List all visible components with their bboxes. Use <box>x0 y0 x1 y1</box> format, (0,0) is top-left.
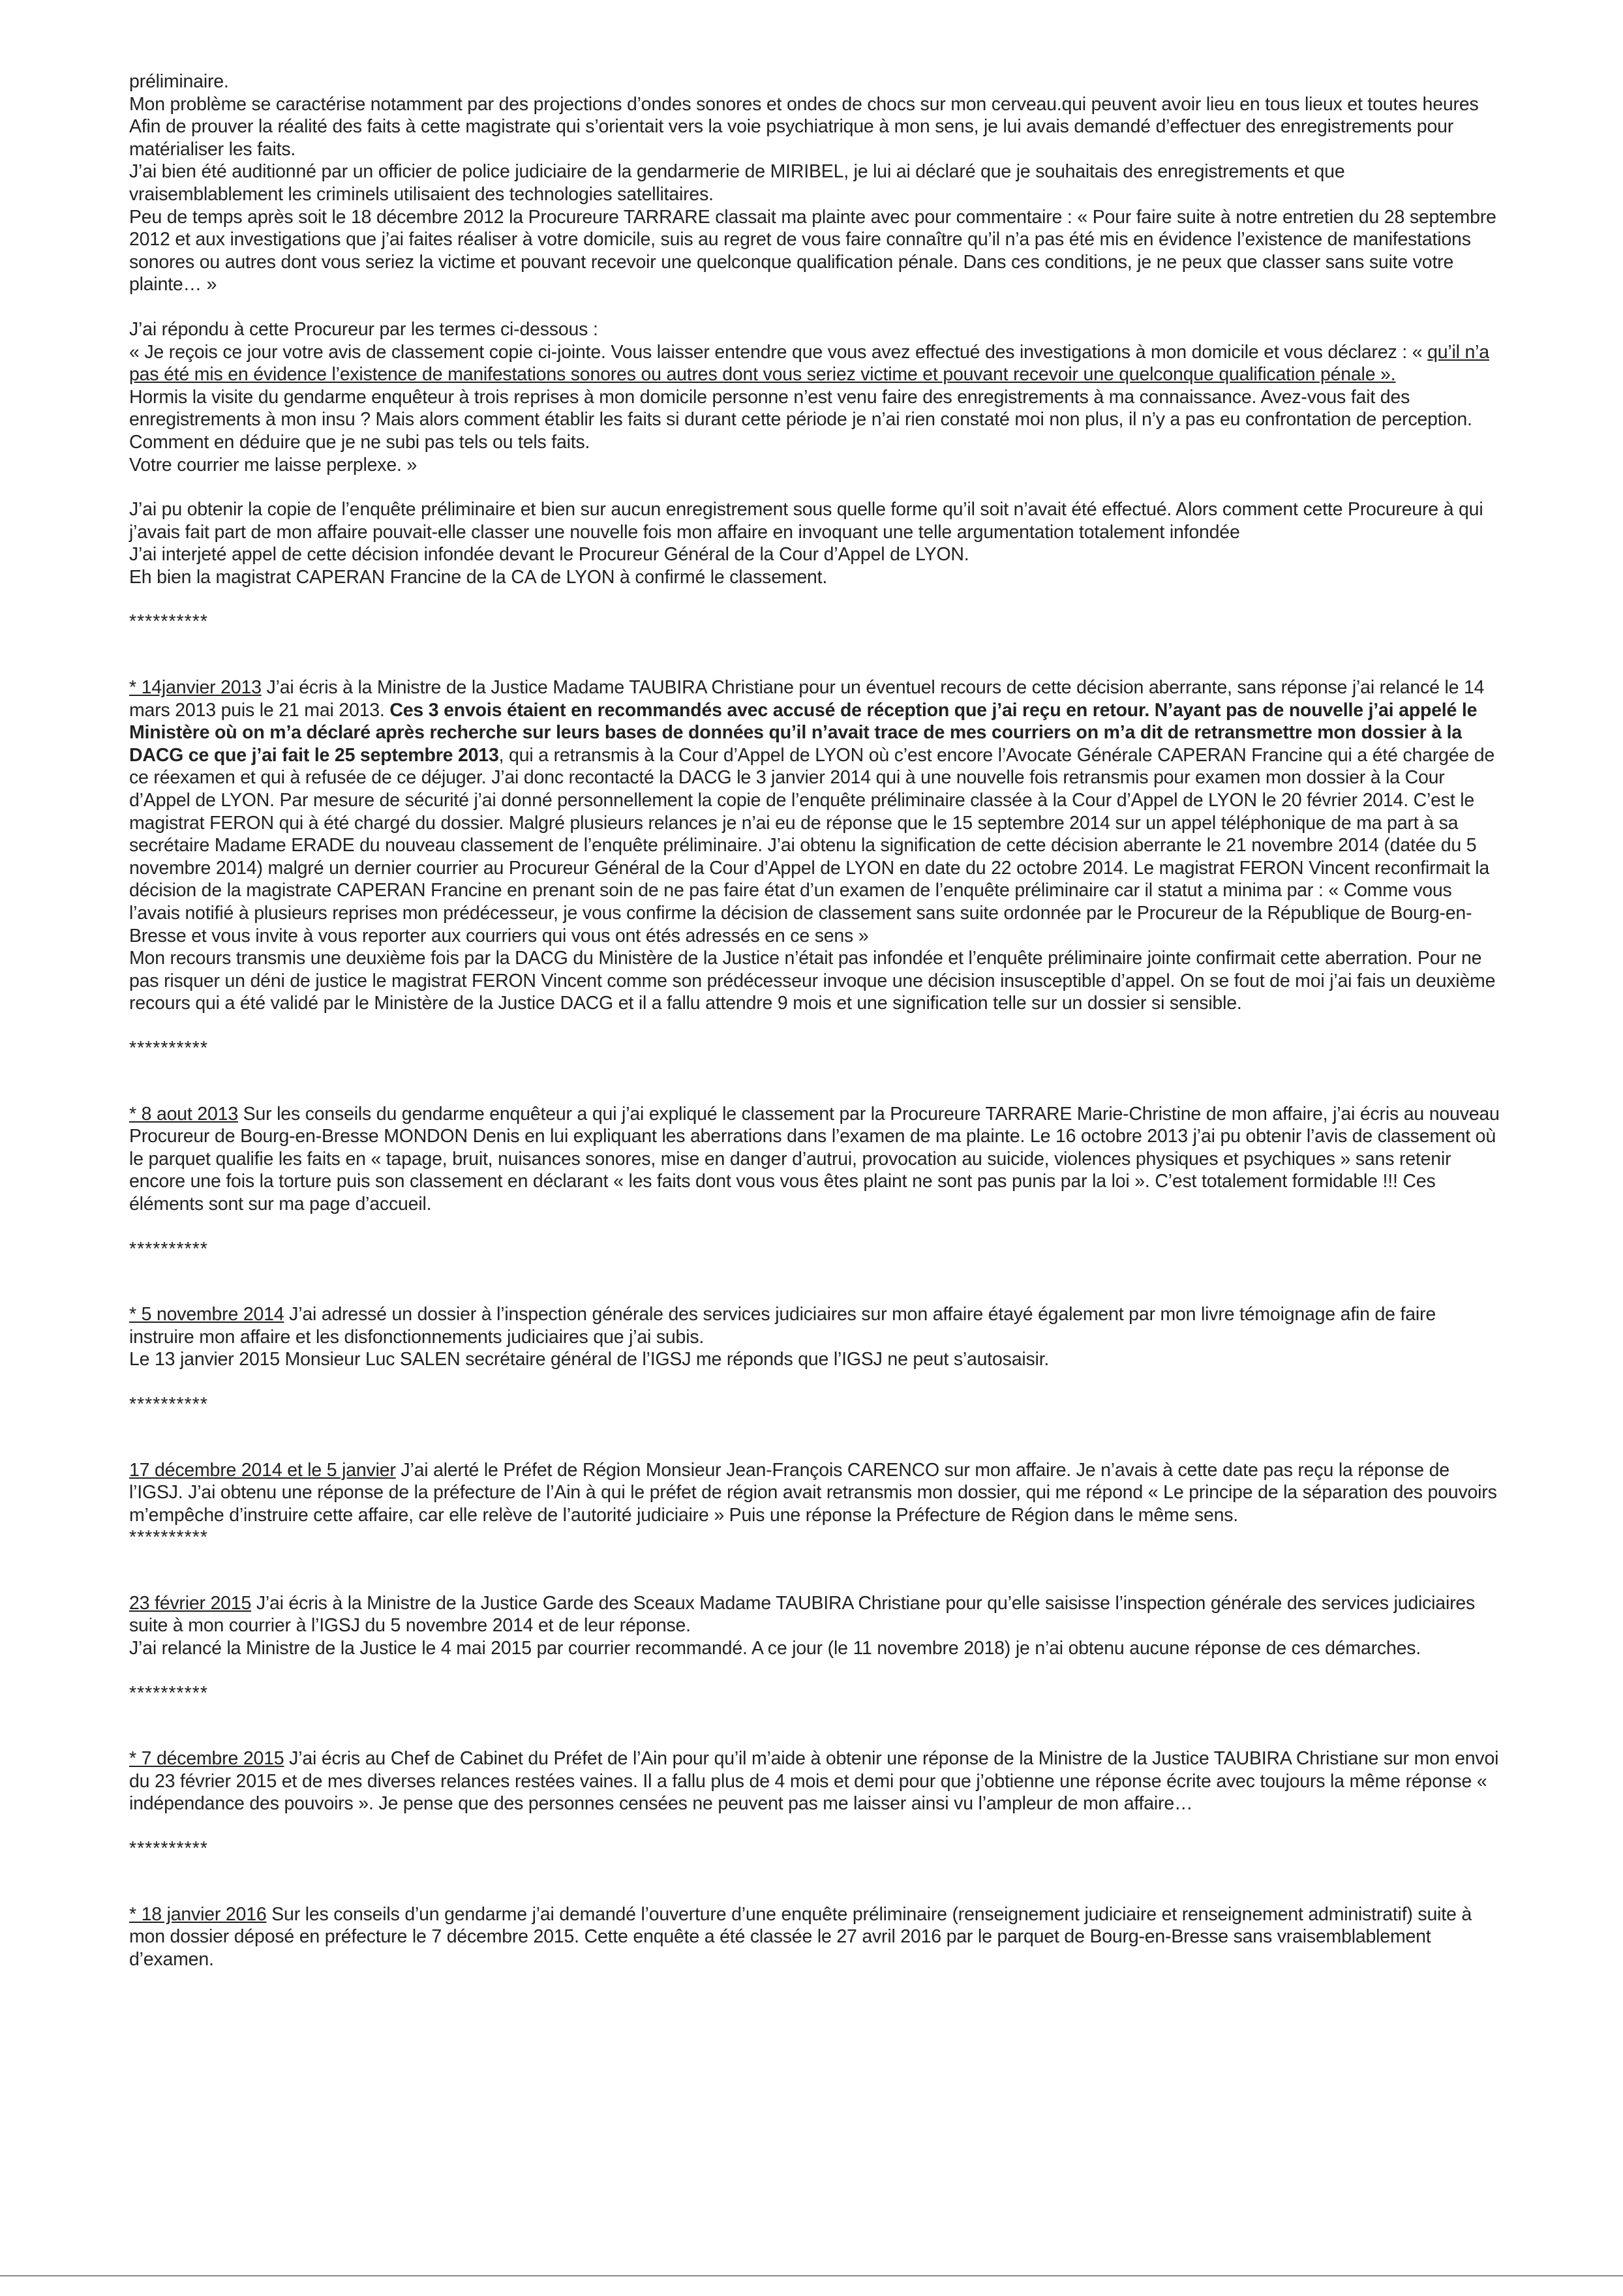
section-5-novembre-2014 <box>129 1303 1503 1348</box>
spacer <box>129 633 1503 676</box>
section-date: * 14janvier 2013 <box>129 677 262 699</box>
spacer <box>129 296 1503 318</box>
spacer <box>129 1549 1503 1592</box>
paragraph: Mon problème se caractérise notamment par des projections d’ondes sonores et ondes de chocs sur mon cerveau.qui peuvent avoir lieu en tous lieux et toutes heures <box>129 93 1479 115</box>
spacer <box>129 1371 1503 1393</box>
spacer <box>129 1815 1503 1837</box>
section-18-janvier-2016 <box>129 1903 1503 1971</box>
separator: ********** <box>129 1393 208 1415</box>
section-17-decembre-2014 <box>129 1459 1503 1527</box>
paragraph: J’ai pu obtenir la copie de l’enquête préliminaire et bien sur aucun enregistrement sous quelle forme qu’il soit n’avait été effectué. Alors comment cette Procureure à qui j’avais fait part de mon affaire pouvait-elle classer une nouvelle fois mon affaire en invoquant une telle argumentation totalement infondée <box>129 499 1483 543</box>
spacer <box>129 1260 1503 1303</box>
section-text: J’ai écris au Chef de Cabinet du Préfet de l’Ain pour qu’il m’aide à obtenir une réponse de la Ministre de la Justice TAUBIRA Christiane sur mon envoi du 23 février 2015 et de mes diverses relances restées vaines. Il a fallu plus de 4 mois et demi pour que j’obtienne une réponse écrite avec toujours la même réponse « indépendance des pouvoirs ». Je pense que des personnes censées ne peuvent pas me laisser ainsi vu l’ampleur de mon affaire… <box>129 1748 1499 1815</box>
section-date: * 8 aout 2013 <box>129 1103 238 1125</box>
paragraph: Afin de prouver la réalité des faits à cette magistrate qui s’orientait vers la voie psychiatrique à mon sens, je lui avais demandé d’effectuer des enregistrements pour matérialiser les faits. <box>129 116 1454 160</box>
spacer <box>129 1060 1503 1103</box>
paragraph: Le 13 janvier 2015 Monsieur Luc SALEN secrétaire général de l’IGSJ me réponds que l’IGSJ ne peut s’autosaisir. <box>129 1349 1050 1370</box>
page-bottom-rule <box>0 2275 1623 2276</box>
quote-text: « Je reçois ce jour votre avis de classement copie ci-jointe. Vous laisser entendre que vous avez effectué des investigations à mon domicile et vous déclarez : « <box>129 341 1428 363</box>
separator: ********** <box>129 1682 208 1704</box>
spacer <box>129 1416 1503 1459</box>
spacer <box>129 1860 1503 1903</box>
paragraph: J’ai interjeté appel de cette décision infondée devant le Procureur Général de la Cour d’Appel de LYON. <box>129 544 969 566</box>
section-text: J’ai adressé un dossier à l’inspection générale des services judiciaires sur mon affaire étayé également par mon livre témoignage afin de faire instruire mon affaire et les disfonctionnements judiciaires que j’ai subis. <box>129 1304 1436 1348</box>
section-text: Sur les conseils d’un gendarme j’ai demandé l’ouverture d’une enquête préliminaire (renseignement judiciaire et renseignement administratif) suite à mon dossier déposé en préfecture le 7 décembre 2015. Cette enquête a été classée le 27 avril 2016 par le parquet de Bourg-en-Bresse sans vraisemblablement d’examen. <box>129 1903 1472 1970</box>
section-text: J’ai alerté le Préfet de Région Monsieur Jean-François CARENCO sur mon affaire. Je n’avais à cette date pas reçu la réponse de l’IGSJ. J’ai obtenu une réponse de la préfecture de l’Ain à qui le préfet de région avait retransmis mon dossier, qui me répond « Le principe de la séparation des pouvoirs m’empêche d’instruire cette affaire, car elle relève de l’autorité judiciaire » Puis une réponse la Préfecture de Région dans le même sens. <box>129 1459 1497 1526</box>
section-7-decembre-2015 <box>129 1747 1503 1815</box>
paragraph: J’ai répondu à cette Procureur par les termes ci-dessous : <box>129 318 598 340</box>
section-text: , qui a retransmis à la Cour d’Appel de LYON où c’est encore l’Avocate Générale CAPERAN Francine qui a été chargée de ce réexamen et qui à refusée de ce déjuger. J’ai donc recontacté la DACG le 3 janvier 2014 qui à une nouvelle fois retransmis pour examen mon dossier à la Cour d’Appel de LYON. Par mesure de sécurité j’ai donné personnellement la copie de l’enquête préliminaire classée à la Cour d’Appel de LYON le 20 février 2014. C’est le magistrat FERON qui à été chargé du dossier. Malgré plusieurs relances je n’ai eu de réponse que le 15 septembre 2014 sur un appel téléphonique de ma part à sa secrétaire Madame ERADE du nouveau classement de l’enquête préliminaire. J’ai obtenu la signification de cette décision aberrante le 21 novembre 2014 (datée du 5 novembre 2014) malgré un dernier courrier au Procureur Général de la Cour d’Appel de LYON en date du 22 octobre 2014. Le magistrat FERON Vincent reconfirmait la décision de la magistrate CAPERAN Francine en prenant soin de ne pas faire état d’un examen de l’enquête préliminaire car il statut a minima par : « Comme vous l’avais notifié à plusieurs reprises mon prédécesseur, je vous confirme la décision de classement sans suite ordonnée par le Procureur de la République de Bourg-en-Bresse et vous invite à vous reporter aux courriers qui vous ont étés adressés en ce sens » <box>129 744 1495 946</box>
section-8-aout-2013 <box>129 1103 1503 1216</box>
separator: ********** <box>129 1527 208 1548</box>
paragraph: Mon recours transmis une deuxième fois par la DACG du Ministère de la Justice n’était pas infondée et l’enquête préliminaire jointe confirmait cette aberration. Pour ne pas risquer un déni de justice le magistrat FERON Vincent comme son prédécesseur invoque une décision insusceptible d’appel. On se fout de moi j’ai fais un deuxième recours qui a été validé par le Ministère de la Justice DACG et il a fallu attendre 9 mois et une signification telle sur un dossier si sensible. <box>129 948 1496 1014</box>
paragraph: Peu de temps après soit le 18 décembre 2012 la Procureure TARRARE classait ma plainte avec pour commentaire : « Pour faire suite à notre entretien du 28 septembre 2012 et aux investigations que j’ai faites réaliser à votre domicile, suis au regret de vous faire connaître qu’il n’a pas été mis en évidence l’existence de manifestations sonores ou autres dont vous seriez la victime et pouvant recevoir une quelconque qualification pénale. Dans ces conditions, je ne peux que classer sans suite votre plainte… » <box>129 206 1496 295</box>
separator: ********** <box>129 1238 208 1260</box>
spacer <box>129 1015 1503 1037</box>
document-page <box>129 70 1503 1971</box>
paragraph: J’ai relancé la Ministre de la Justice le 4 mai 2015 par courrier recommandé. A ce jour (le 11 novembre 2018) je n’ai obtenu aucune réponse de ces démarches. <box>129 1638 1421 1659</box>
section-date: 17 décembre 2014 et le 5 janvier <box>129 1459 396 1481</box>
section-date: * 5 novembre 2014 <box>129 1304 284 1325</box>
paragraph: Hormis la visite du gendarme enquêteur à trois reprises à mon domicile personne n’est venu faire des enregistrements à ma connaissance. Avez-vous fait des enregistrements à mon insu ? Mais alors comment établir les faits si durant cette période je n’ai rien constaté moi non plus, il n’y a pas eu confrontation de perception. Comment en déduire que je ne subi pas tels ou tels faits. <box>129 386 1472 453</box>
separator: ********** <box>129 1037 208 1059</box>
bold-text: Ces 3 envois étaient en recommandés avec accusé de réception que j’ai reçu en retour. N’ayant pas de nouvelle j’ai appelé le Ministère où on m’a déclaré après recherche sur leurs bases de données qu’il n’avait trace de mes courriers on m’a dit de retransmettre mon dossier à la DACG ce que j’ai fait le 25 septembre 2013 <box>129 699 1478 766</box>
section-date: * 18 janvier 2016 <box>129 1903 267 1925</box>
section-14-janvier-2013 <box>129 676 1503 947</box>
spacer <box>129 588 1503 611</box>
paragraph: préliminaire. <box>129 71 229 92</box>
spacer <box>129 1216 1503 1238</box>
section-text: Sur les conseils du gendarme enquêteur a qui j’ai expliqué le classement par la Procureure TARRARE Marie-Christine de mon affaire, j’ai écris au nouveau Procureur de Bourg-en-Bresse MONDON Denis en lui expliquant les aberrations dans l’examen de ma plainte. Le 16 octobre 2013 j’ai pu obtenir l’avis de classement où le parquet qualifie les faits en « tapage, bruit, nuisances sonores, mise en danger d’autrui, provocation au suicide, violences physiques et psychiques » sans retenir encore une fois la torture puis son classement en déclarant « les faits dont vous vous êtes plaint ne sont pas punis par la loi ». C’est totalement formidable !!! Ces éléments sont sur ma page d’accueil. <box>129 1103 1500 1215</box>
paragraph: Votre courrier me laisse perplexe. » <box>129 454 417 476</box>
paragraph: Eh bien la magistrat CAPERAN Francine de la CA de LYON à confirmé le classement. <box>129 566 828 588</box>
section-23-fevrier-2015 <box>129 1592 1503 1637</box>
separator: ********** <box>129 1838 208 1860</box>
paragraph: J’ai bien été auditionné par un officier de police judiciaire de la gendarmerie de MIRIBEL, je lui ai déclaré que je souhaitais des enregistrements et que vraisemblablement les criminels utilisaient des technologies satellitaires. <box>129 161 1345 205</box>
spacer <box>129 1704 1503 1747</box>
spacer <box>129 476 1503 498</box>
section-date: 23 février 2015 <box>129 1592 252 1614</box>
separator: ********** <box>129 611 208 633</box>
quote-paragraph <box>129 341 1503 386</box>
underlined-quote: qu’il n’a pas été mis en évidence l’existence de manifestations sonores ou autres dont vous seriez victime et pouvant recevoir une quelconque qualification pénale ». <box>129 341 1489 385</box>
spacer <box>129 1660 1503 1682</box>
section-text: J’ai écris à la Ministre de la Justice Garde des Sceaux Madame TAUBIRA Christiane pour qu’elle saisisse l’inspection générale des services judiciaires suite à mon courrier à l’IGSJ du 5 novembre 2014 et de leur réponse. <box>129 1592 1476 1637</box>
section-text: J’ai écris à la Ministre de la Justice Madame TAUBIRA Christiane pour un éventuel recours de cette décision aberrante, sans réponse j’ai relancé le 14 mars 2013 puis le 21 mai 2013. <box>129 677 1485 721</box>
section-date: * 7 décembre 2015 <box>129 1748 284 1770</box>
